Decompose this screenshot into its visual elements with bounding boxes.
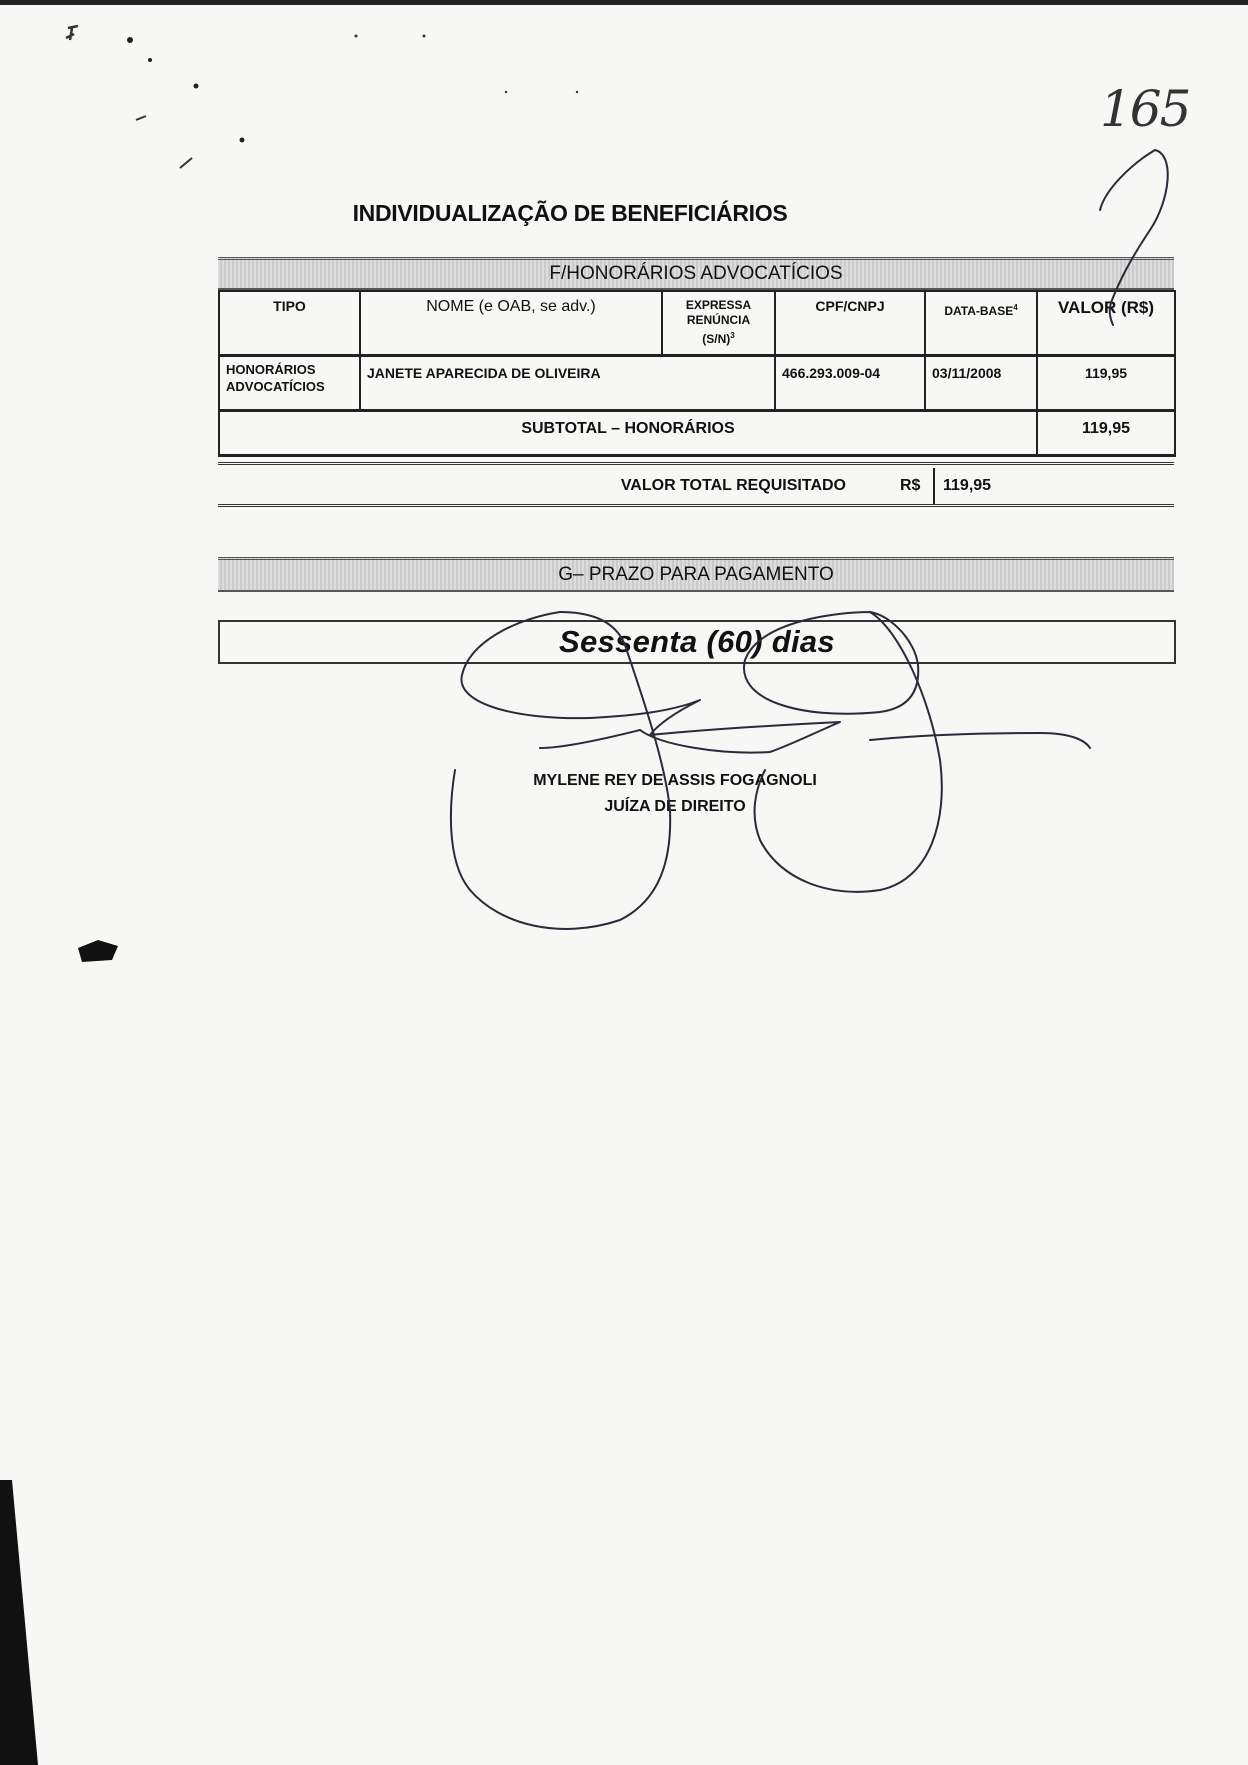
total-divider [933,468,935,504]
table-row [219,356,1175,411]
subtotal-row [219,411,1175,456]
header-renuncia-footnote: 3 [730,331,735,340]
judge-role: JUÍZA DE DIREITO [604,798,746,815]
header-renuncia [662,291,775,356]
total-bottom-rule [218,504,1174,507]
header-nome: NOME (e OAB, se adv.) [360,291,662,356]
scan-top-border [0,0,1248,5]
total-top-rule [218,462,1174,465]
beneficiaries-table [218,290,1176,457]
header-renuncia-line3: (S/N) [702,332,731,346]
header-data-base-footnote: 4 [1013,303,1018,312]
header-tipo: TIPO [219,291,360,356]
cell-cpf: 466.293.009-04 [775,356,925,411]
header-cpf: CPF/CNPJ [775,291,925,356]
cell-tipo-line1: HONORÁRIOS [226,362,316,377]
total-value: 119,95 [943,477,992,494]
table-header-row [219,291,1175,356]
payment-term-value: Sessenta (60) dias [559,624,835,659]
page-title: INDIVIDUALIZAÇÃO DE BENEFICIÁRIOS [352,200,788,226]
cell-data-base: 03/11/2008 [925,356,1037,411]
header-renuncia-line2: RENÚNCIA [686,313,751,327]
subtotal-value: 119,95 [1037,411,1175,456]
cell-tipo [219,356,360,411]
header-valor: VALOR (R$) [1037,291,1175,356]
total-label: VALOR TOTAL REQUISITADO [620,477,846,494]
total-currency: R$ [900,477,921,494]
subtotal-label: SUBTOTAL – HONORÁRIOS [219,411,1037,456]
header-data-base [925,291,1037,356]
payment-term-box [218,620,1176,664]
cell-tipo-line2: ADVOCATÍCIOS [226,379,325,394]
section-g-heading: G– PRAZO PARA PAGAMENTO [218,557,1174,592]
header-renuncia-line1: EXPRESSA [685,298,752,312]
cell-valor: 119,95 [1037,356,1175,411]
total-row [218,468,1174,504]
section-f-heading: F/HONORÁRIOS ADVOCATÍCIOS [218,257,1174,290]
header-data-base-label: DATA-BASE [944,304,1014,318]
page-number-handwritten: 165 [1100,80,1190,138]
judge-name: MYLENE REY DE ASSIS FOGAGNOLI [533,772,817,789]
cell-nome: JANETE APARECIDA DE OLIVEIRA [360,356,775,411]
